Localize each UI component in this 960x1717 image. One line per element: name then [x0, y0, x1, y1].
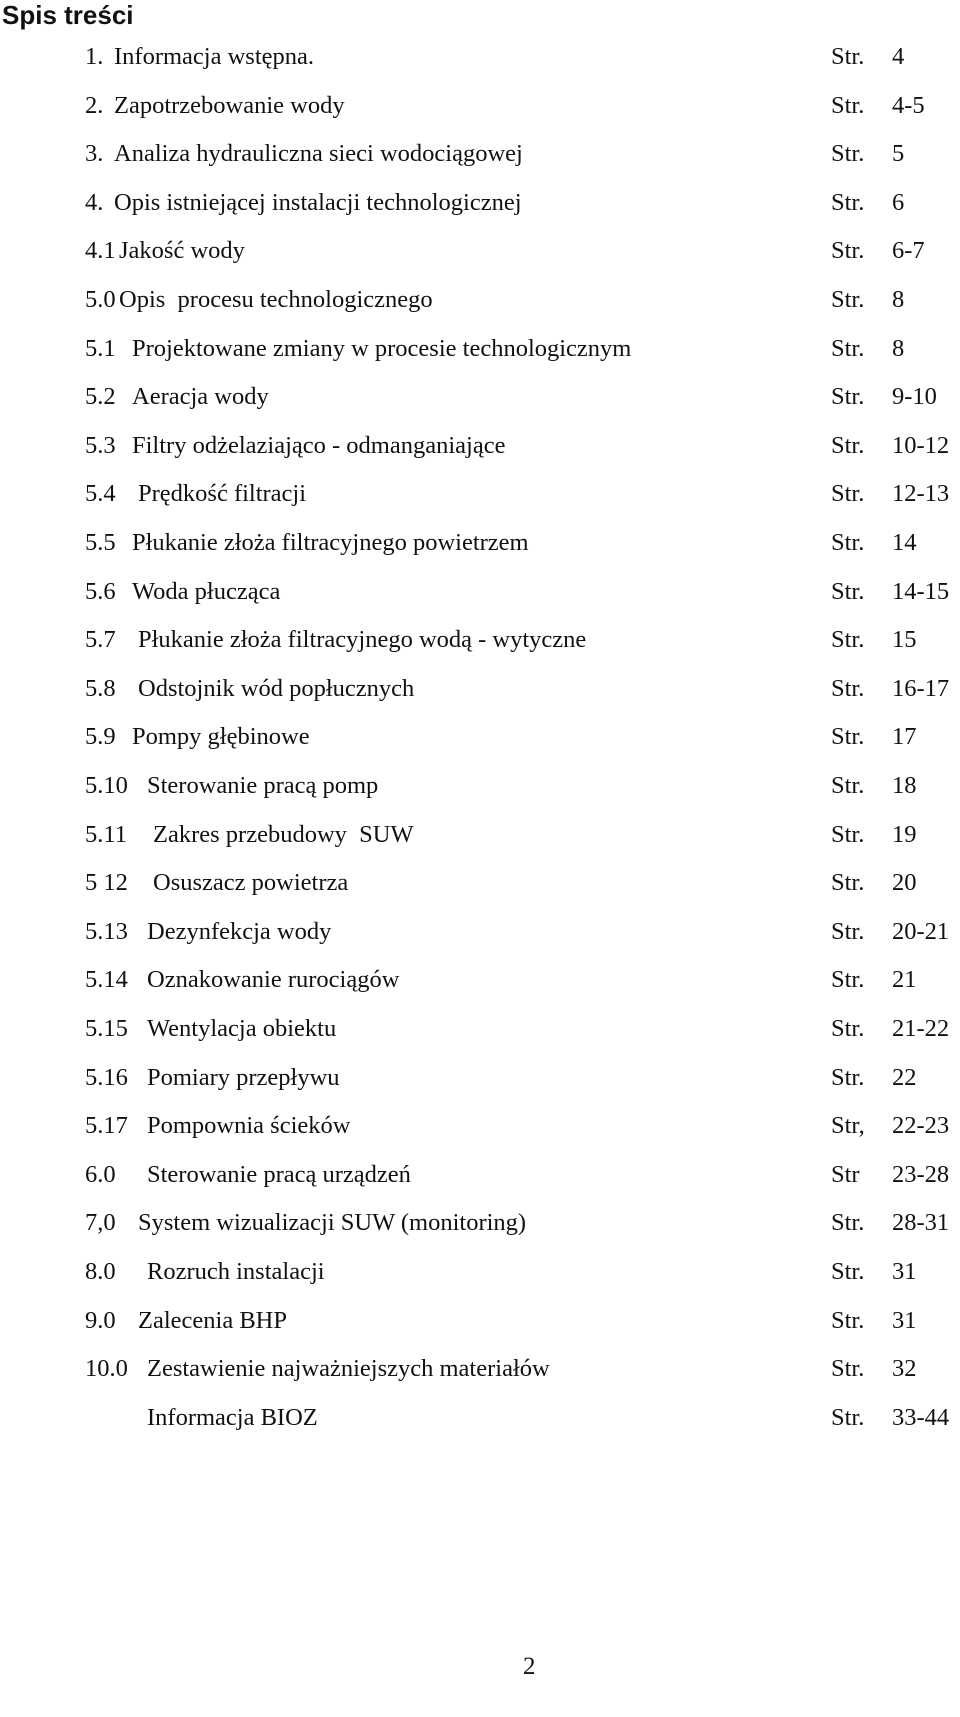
toc-entry: [0, 1158, 960, 1192]
toc-entry-page-prefix: Str.: [831, 820, 865, 848]
toc-entry: [0, 477, 960, 511]
toc-entry: [0, 283, 960, 317]
toc-entry-pages: 31: [892, 1258, 917, 1285]
toc-entry-number: 4.1: [85, 237, 116, 265]
toc-entry-page-prefix: Str.: [831, 431, 865, 459]
toc-entry: [0, 1304, 960, 1338]
toc-entry-number: 7,0: [85, 1209, 116, 1237]
toc-entry: [0, 137, 960, 171]
toc-entry-number: 5.1: [85, 334, 116, 362]
toc-entry-pages: 14-15: [892, 577, 950, 605]
toc-entry-page-prefix: Str.: [831, 1403, 865, 1431]
toc-entry: [0, 1352, 960, 1386]
toc-entry: [0, 866, 960, 900]
toc-entry-pages: 6: [892, 188, 905, 216]
toc-entry-title: Dezynfekcja wody: [147, 917, 332, 945]
toc-entry-page-prefix: Str.: [831, 917, 865, 945]
toc-entry-number: 10.0: [85, 1355, 128, 1383]
toc-entry-pages: 22: [892, 1063, 917, 1091]
toc-entry-number: 5.11: [85, 820, 127, 848]
toc-entry-page-prefix: Str.: [831, 1355, 865, 1383]
toc-entry-title: System wizualizacji SUW (monitoring): [138, 1209, 527, 1237]
toc-entry-title: Prędkość filtracji: [138, 480, 307, 508]
toc-entry-pages: 9-10: [892, 383, 937, 411]
toc-entry: [0, 1206, 960, 1240]
toc-entry-pages: 18: [892, 772, 917, 799]
toc-entry-page-prefix: Str.: [831, 723, 865, 751]
toc-entry-pages: 23-28: [892, 1160, 950, 1188]
toc-entry-page-prefix: Str.: [831, 480, 865, 508]
toc-entry-page-prefix: Str.: [831, 674, 865, 702]
toc-entry-number: 5.17: [85, 1112, 128, 1140]
toc-entry-title: Płukanie złoża filtracyjnego wodą - wytyczne: [138, 626, 587, 654]
toc-entry-pages: 8: [892, 334, 905, 362]
toc-entry-pages: 16-17: [892, 674, 950, 702]
toc-entry-title: Jakość wody: [119, 237, 245, 265]
toc-entry-number: 5.4: [85, 480, 116, 508]
toc-entry-number: 5 12: [85, 869, 128, 897]
toc-entry-title: Płukanie złoża filtracyjnego powietrzem: [132, 529, 529, 556]
toc-entry-title: Osuszacz powietrza: [153, 869, 349, 897]
toc-entry-number: 5.8: [85, 674, 116, 702]
toc-entry-page-prefix: Str.: [831, 529, 865, 556]
toc-entry-page-prefix: Str.: [831, 43, 865, 70]
toc-entry-title: Oznakowanie rurociągów: [147, 966, 400, 994]
toc-entry-title: Aeracja wody: [132, 383, 269, 411]
toc-entry-pages: 32: [892, 1355, 917, 1383]
toc-entry-title: Zalecenia BHP: [138, 1306, 287, 1334]
toc-entry-pages: 20: [892, 869, 917, 897]
toc-entry-number: 5.5: [85, 529, 116, 556]
toc-entry-title: Analiza hydrauliczna sieci wodociągowej: [114, 140, 523, 168]
toc-entry: [0, 1109, 960, 1143]
toc-entry-title: Opis istniejącej instalacji technologicznej: [114, 188, 522, 216]
toc-entry-title: Informacja wstępna.: [114, 43, 314, 70]
toc-entry-title: Sterowanie pracą urządzeń: [147, 1160, 411, 1188]
toc-entry-title: Projektowane zmiany w procesie technologicznym: [132, 334, 632, 362]
toc-entry-page-prefix: Str.: [831, 286, 865, 313]
toc-entry: [0, 186, 960, 220]
toc-entry-page-prefix: Str.: [831, 626, 865, 654]
toc-entry-page-prefix: Str.: [831, 1258, 865, 1285]
toc-entry-number: 5.15: [85, 1015, 128, 1042]
toc-entry: [0, 915, 960, 949]
toc-entry-page-prefix: Str.: [831, 577, 865, 605]
toc-entry-pages: 14: [892, 529, 917, 556]
toc-entry-pages: 8: [892, 286, 905, 313]
toc-entry-page-prefix: Str.: [831, 1209, 865, 1237]
toc-entry: [0, 380, 960, 414]
toc-entry-number: 5.9: [85, 723, 116, 751]
toc-entry-title: Pompy głębinowe: [132, 723, 310, 751]
toc-entry: [0, 1255, 960, 1289]
toc-entry-pages: 12-13: [892, 480, 950, 508]
page-number: 2: [523, 1653, 536, 1680]
toc-entry: [0, 1012, 960, 1046]
toc-entry: [0, 1061, 960, 1095]
page-title: Spis treści: [2, 0, 134, 30]
toc-entry-page-prefix: Str.: [831, 966, 865, 994]
toc-entry-page-prefix: Str,: [831, 1112, 865, 1140]
toc-entry-page-prefix: Str.: [831, 237, 865, 265]
toc-entry-pages: 20-21: [892, 917, 950, 945]
toc-entry-number: 1.: [85, 43, 104, 70]
toc-entry: [0, 234, 960, 268]
toc-entry-page-prefix: Str.: [831, 334, 865, 362]
toc-entry: [0, 818, 960, 852]
toc-entry: [0, 575, 960, 609]
toc-entry: [0, 1401, 960, 1435]
toc-entry-pages: 21: [892, 966, 917, 994]
toc-entry: [0, 526, 960, 560]
toc-entry-title: Zestawienie najważniejszych materiałów: [147, 1355, 550, 1383]
toc-entry-page-prefix: Str.: [831, 1306, 865, 1334]
toc-entry-number: 3.: [85, 140, 104, 168]
toc-entry: [0, 720, 960, 754]
toc-entry-number: 9.0: [85, 1306, 116, 1334]
toc-entry: [0, 769, 960, 803]
toc-entry-pages: 33-44: [892, 1403, 950, 1431]
toc-entry-page-prefix: Str.: [831, 140, 865, 168]
toc-entry: [0, 429, 960, 463]
toc-entry-number: 5.6: [85, 577, 116, 605]
toc-entry-title: Zakres przebudowy SUW: [153, 820, 414, 848]
toc-entry-title: Opis procesu technologicznego: [119, 286, 433, 313]
toc-entry-title: Odstojnik wód popłucznych: [138, 674, 415, 702]
toc-entry: [0, 89, 960, 123]
toc-entry-number: 5.7: [85, 626, 116, 654]
toc-entry-page-prefix: Str.: [831, 383, 865, 411]
toc-entry-pages: 6-7: [892, 237, 925, 265]
toc-entry-pages: 28-31: [892, 1209, 950, 1237]
toc-entry-pages: 22-23: [892, 1112, 950, 1140]
toc-entry-pages: 10-12: [892, 431, 950, 459]
toc-entry-title: Wentylacja obiektu: [147, 1015, 337, 1042]
toc-entry-pages: 4: [892, 43, 905, 70]
toc-entry: [0, 672, 960, 706]
toc-entry-title: Woda płucząca: [132, 577, 281, 605]
toc-entry: [0, 40, 960, 74]
toc-entry-number: 5.16: [85, 1063, 128, 1091]
toc-entry-number: 8.0: [85, 1258, 116, 1285]
toc-entry-pages: 19: [892, 820, 917, 848]
toc-entry-pages: 4-5: [892, 91, 925, 119]
toc-entry-title: Sterowanie pracą pomp: [147, 772, 379, 799]
toc-entry-page-prefix: Str.: [831, 869, 865, 897]
toc-entry-number: 5.14: [85, 966, 128, 994]
toc-entry-pages: 21-22: [892, 1015, 950, 1042]
toc-entry-number: 5.3: [85, 431, 116, 459]
toc-entry-title: Zapotrzebowanie wody: [114, 91, 345, 119]
toc-entry-number: 5.2: [85, 383, 116, 411]
toc-entry-pages: 31: [892, 1306, 917, 1334]
toc-entry-pages: 15: [892, 626, 917, 654]
toc-entry-number: 5.13: [85, 917, 128, 945]
toc-entry-page-prefix: Str.: [831, 188, 865, 216]
toc-entry-title: Pomiary przepływu: [147, 1063, 340, 1091]
toc-entry-title: Rozruch instalacji: [147, 1258, 325, 1285]
toc-entry-title: Pompownia ścieków: [147, 1112, 351, 1140]
toc-entry-title: Filtry odżelaziająco - odmanganiające: [132, 431, 506, 459]
toc-entry-number: 6.0: [85, 1160, 116, 1188]
toc-entry-number: 5.10: [85, 772, 128, 799]
toc-entry-number: 2.: [85, 91, 104, 119]
toc-entry-page-prefix: Str.: [831, 91, 865, 119]
toc-entry-pages: 17: [892, 723, 917, 751]
toc-entry: [0, 963, 960, 997]
toc-entry-pages: 5: [892, 140, 905, 168]
toc-entry-page-prefix: Str.: [831, 772, 865, 799]
toc-entry: [0, 332, 960, 366]
toc-entry-title: Informacja BIOZ: [147, 1403, 318, 1431]
toc-entry-page-prefix: Str.: [831, 1063, 865, 1091]
toc-entry-page-prefix: Str.: [831, 1015, 865, 1042]
toc-entry-page-prefix: Str: [831, 1160, 860, 1188]
toc-entry: [0, 623, 960, 657]
toc-entry-number: 5.0: [85, 286, 116, 313]
toc-entry-number: 4.: [85, 188, 104, 216]
